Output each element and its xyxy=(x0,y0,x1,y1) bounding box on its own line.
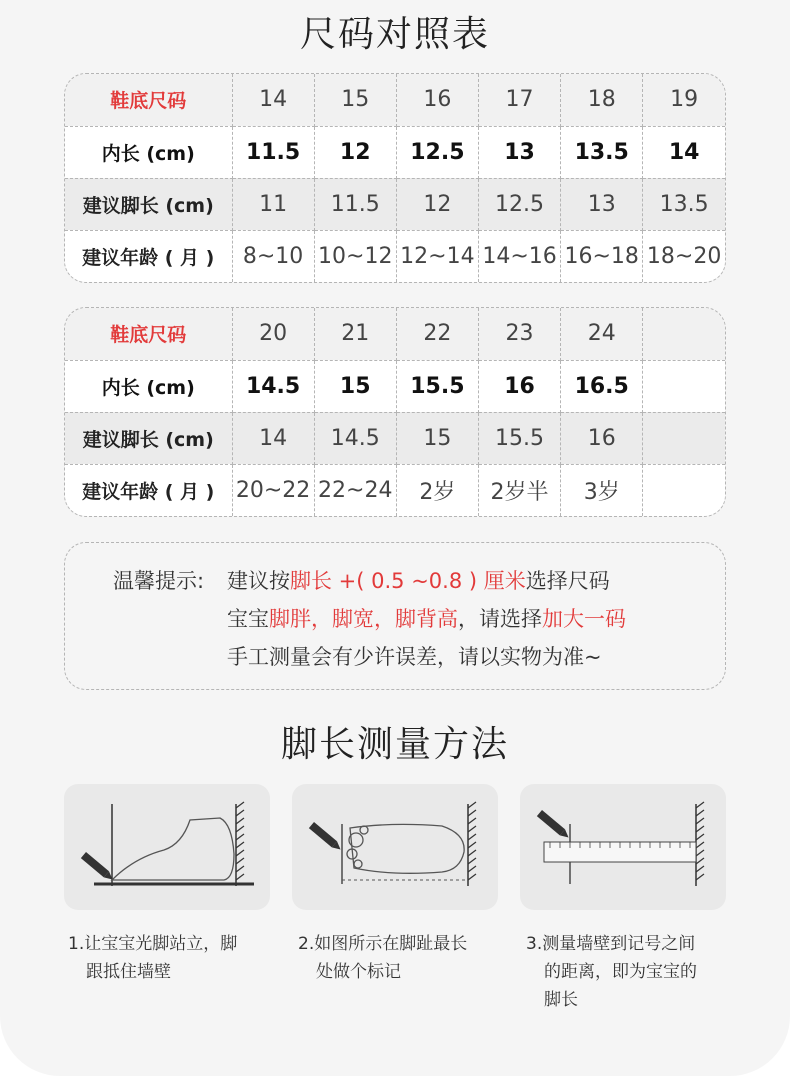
row-label-inner-length: 内长 (cm) xyxy=(65,360,232,412)
cell: 15 xyxy=(314,74,396,126)
step-text-line: 2.如图所示在脚趾最长 xyxy=(298,934,468,954)
size-chart-title: 尺码对照表 xyxy=(299,14,490,55)
cell xyxy=(643,464,725,516)
step-1-text xyxy=(68,930,237,986)
table-row-age xyxy=(65,464,725,516)
cell: 18 xyxy=(561,74,643,126)
tip-text: ，请选择 xyxy=(458,607,542,631)
step-text-line: 脚长 xyxy=(544,990,578,1010)
cell: 15.5 xyxy=(478,412,560,464)
cell: 3岁 xyxy=(561,464,643,516)
cell: 18~20 xyxy=(643,230,725,282)
step-text-line: 处做个标记 xyxy=(316,962,401,982)
cell: 21 xyxy=(314,308,396,360)
cell: 13.5 xyxy=(643,178,725,230)
tip-text: 宝宝 xyxy=(227,607,269,631)
table-row-sole-size xyxy=(65,308,725,360)
tip-line-1 xyxy=(227,565,610,595)
cell: 15 xyxy=(396,412,478,464)
step-3-text xyxy=(526,930,697,1014)
table-row-sole-size xyxy=(65,74,725,126)
cell: 22~24 xyxy=(314,464,396,516)
size-table-1 xyxy=(64,73,726,283)
cell: 14 xyxy=(643,126,725,178)
cell: 24 xyxy=(561,308,643,360)
cell: 19 xyxy=(643,74,725,126)
row-label-age: 建议年龄 ( 月 ) xyxy=(65,230,232,282)
cell: 20 xyxy=(232,308,314,360)
cell: 22 xyxy=(396,308,478,360)
table-row-foot-length xyxy=(65,178,725,230)
tip-text: 选择尺码 xyxy=(525,569,610,593)
cell xyxy=(643,308,725,360)
cell: 16.5 xyxy=(561,360,643,412)
cell: 12~14 xyxy=(396,230,478,282)
row-label-sole-size: 鞋底尺码 xyxy=(65,308,232,360)
step-text-line: 3.测量墙壁到记号之间 xyxy=(526,934,696,954)
tips-box xyxy=(64,542,726,690)
row-label-foot-length: 建议脚长 (cm) xyxy=(65,178,232,230)
tip-highlight: 脚长 +( 0.5 ~0.8 ) 厘米 xyxy=(290,569,526,593)
cell: 14.5 xyxy=(314,412,396,464)
cell: 20~22 xyxy=(232,464,314,516)
tip-highlight: 加大一码 xyxy=(542,607,626,631)
cell: 15 xyxy=(314,360,396,412)
cell: 12 xyxy=(396,178,478,230)
tip-line-3: 手工测量会有少许误差，请以实物为准~ xyxy=(227,645,602,669)
tip-highlight: 脚胖，脚宽，脚背高 xyxy=(269,607,458,631)
cell xyxy=(643,360,725,412)
cell: 16~18 xyxy=(561,230,643,282)
step-1-illustration xyxy=(64,784,270,910)
tip-line-2 xyxy=(227,603,626,633)
row-label-age: 建议年龄 ( 月 ) xyxy=(65,464,232,516)
cell: 14.5 xyxy=(232,360,314,412)
cell: 16 xyxy=(478,360,560,412)
size-table-2 xyxy=(64,307,726,517)
cell xyxy=(643,412,725,464)
tips-label: 温馨提示: xyxy=(113,569,205,593)
cell: 14 xyxy=(232,412,314,464)
step-2-text xyxy=(298,930,467,986)
step-text-line: 跟抵住墙壁 xyxy=(86,962,171,982)
tip-text: 建议按 xyxy=(227,569,290,593)
cell: 13 xyxy=(478,126,560,178)
method-title: 脚长测量方法 xyxy=(280,724,509,765)
row-label-foot-length: 建议脚长 (cm) xyxy=(65,412,232,464)
cell: 12.5 xyxy=(396,126,478,178)
cell: 11.5 xyxy=(314,178,396,230)
table-row-age xyxy=(65,230,725,282)
cell: 10~12 xyxy=(314,230,396,282)
step-3-illustration xyxy=(520,784,726,910)
row-label-inner-length: 内长 (cm) xyxy=(65,126,232,178)
cell: 13.5 xyxy=(561,126,643,178)
step-2-illustration xyxy=(292,784,498,910)
cell: 12 xyxy=(314,126,396,178)
step-text-line: 1.让宝宝光脚站立，脚 xyxy=(68,934,238,954)
cell: 17 xyxy=(478,74,560,126)
cell: 16 xyxy=(561,412,643,464)
step-text-line: 的距离，即为宝宝的 xyxy=(544,962,697,982)
table-row-foot-length xyxy=(65,412,725,464)
cell: 2岁 xyxy=(396,464,478,516)
cell: 12.5 xyxy=(478,178,560,230)
cell: 11.5 xyxy=(232,126,314,178)
table-row-inner-length xyxy=(65,360,725,412)
cell: 8~10 xyxy=(232,230,314,282)
table-row-inner-length xyxy=(65,126,725,178)
cell: 2岁半 xyxy=(478,464,560,516)
cell: 11 xyxy=(232,178,314,230)
cell: 15.5 xyxy=(396,360,478,412)
cell: 14~16 xyxy=(478,230,560,282)
cell: 23 xyxy=(478,308,560,360)
row-label-sole-size: 鞋底尺码 xyxy=(65,74,232,126)
cell: 16 xyxy=(396,74,478,126)
cell: 13 xyxy=(561,178,643,230)
cell: 14 xyxy=(232,74,314,126)
